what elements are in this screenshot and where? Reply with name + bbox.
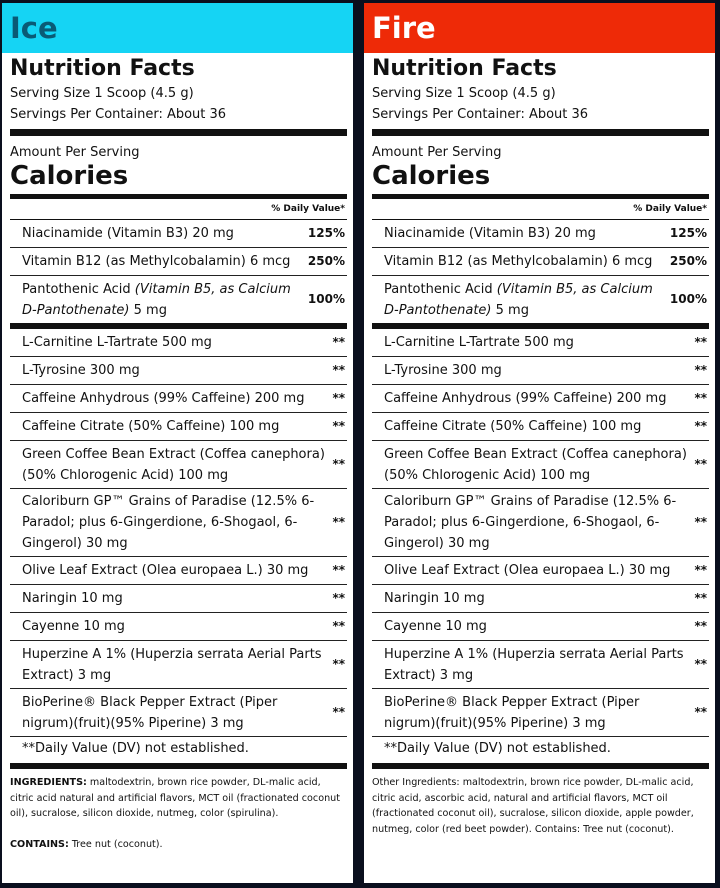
ingredient-name: Green Coffee Bean Extract (Coffea canephora) (50% Chlorogenic Acid) 100 mg [384,446,687,483]
ingredient-dv: ** [694,657,707,671]
vitamin-name: Pantothenic Acid (Vitamin B5, as Calcium D-Pantothenate) 5 mg [384,281,653,318]
ingredient-row [372,329,709,357]
ingredient-row [372,585,709,613]
serving-size: Serving Size 1 Scoop (4.5 g) [10,86,194,101]
vitamin-row [372,276,709,323]
ingredient-name: Caloriburn GP™ Grains of Paradise (12.5% 6-Paradol; plus 6-Gingerdione, 6-Shogaol, 6-Gingerol) 30 mg [22,494,315,551]
ingredient-dv: ** [332,705,345,719]
ingredient-row [372,385,709,413]
ingredient-name: Huperzine A 1% (Huperzia serrata Aerial Parts Extract) 3 mg [22,646,322,683]
ingredient-dv: ** [694,391,707,405]
ingredient-name: L-Carnitine L-Tartrate 500 mg [22,335,212,350]
ingredient-row [372,689,709,737]
ingredients-text: Other Ingredients: maltodextrin, brown rice powder, DL-malic acid, citric acid, ascorbic acid, natural and artificial flavors, MCT oil (fractionated coconut oil), sucralose, silicon dioxide, apple powder, nutmeg, color (red beet powder). Contains: Tree nut (coconut). [372,777,694,835]
contains-text: CONTAINS: Tree nut (coconut). [10,838,163,850]
ingredient-name: Caffeine Citrate (50% Caffeine) 100 mg [384,419,642,434]
ingredient-name: Olive Leaf Extract (Olea europaea L.) 30 mg [22,563,309,578]
ingredient-row [10,357,347,385]
ingredient-dv: ** [694,335,707,349]
ingredients-label: INGREDIENTS: [10,777,87,788]
ingredient-row [10,329,347,357]
vitamin-name: Vitamin B12 (as Methylcobalamin) 6 mcg [22,254,291,269]
ingredient-row [10,413,347,441]
dv-footnote: **Daily Value (DV) not established. [384,741,611,756]
calories-label: Calories [10,161,129,191]
ingredient-name: BioPerine® Black Pepper Extract (Piper nigrum)(fruit)(95% Piperine) 3 mg [384,694,640,731]
vitamin-row [372,248,709,276]
vitamin-dv: 100% [307,292,345,306]
ingredient-row [10,557,347,585]
ingredients-text: INGREDIENTS: maltodextrin, brown rice powder, DL-malic acid, citric acid natural and artificial flavors, MCT oil (fractionated coconut oil), sucralose, silicon dioxide, nutmeg, color (spirulina). [10,777,340,819]
vitamin-row [10,276,347,323]
ingredient-name: Cayenne 10 mg [22,619,125,634]
nutrition-facts-title: Nutrition Facts [10,56,195,81]
ingredient-dv: ** [694,515,707,529]
ingredient-dv: ** [332,563,345,577]
ingredient-dv: ** [332,515,345,529]
ingredient-name: L-Carnitine L-Tartrate 500 mg [384,335,574,350]
ingredient-name: L-Tyrosine 300 mg [22,363,140,378]
ingredient-row [10,441,347,489]
vitamin-dv: 250% [307,254,345,268]
vitamin-dv: 100% [669,292,707,306]
ingredient-row [372,441,709,489]
ingredient-dv: ** [694,363,707,377]
ingredient-name: Cayenne 10 mg [384,619,487,634]
panel-header-ice: Ice [2,3,353,53]
calories-label: Calories [372,161,491,191]
contains-label: CONTAINS: [10,838,69,850]
ingredient-dv: ** [694,591,707,605]
daily-value-header: % Daily Value* [10,199,347,220]
vitamin-name: Niacinamide (Vitamin B3) 20 mg [384,226,596,241]
ingredient-row [372,613,709,641]
ingredient-name: Naringin 10 mg [384,591,485,606]
ingredient-dv: ** [332,419,345,433]
ingredient-name: Naringin 10 mg [22,591,123,606]
ingredient-row [10,585,347,613]
ingredient-name: BioPerine® Black Pepper Extract (Piper nigrum)(fruit)(95% Piperine) 3 mg [22,694,278,731]
ingredient-name: Caffeine Anhydrous (99% Caffeine) 200 mg [384,391,667,406]
ingredient-dv: ** [332,657,345,671]
vitamin-row [372,220,709,248]
panel-header-fire: Fire [364,3,715,53]
ingredient-row [10,489,347,557]
ingredient-row [372,489,709,557]
ingredient-name: Caloriburn GP™ Grains of Paradise (12.5% 6-Paradol; plus 6-Gingerdione, 6-Shogaol, 6-Gingerol) 30 mg [384,494,677,551]
ingredient-row [10,385,347,413]
vitamin-row [10,220,347,248]
ingredient-name: Huperzine A 1% (Huperzia serrata Aerial Parts Extract) 3 mg [384,646,684,683]
ingredient-name: Olive Leaf Extract (Olea europaea L.) 30 mg [384,563,671,578]
ingredient-name: L-Tyrosine 300 mg [384,363,502,378]
vitamin-row [10,248,347,276]
ingredient-dv: ** [694,705,707,719]
amount-per-serving: Amount Per Serving [10,145,140,160]
ingredient-dv: ** [332,335,345,349]
divider-thick [10,129,347,136]
panel-ice [2,3,353,883]
daily-value-header: % Daily Value* [372,199,709,220]
ingredient-dv: ** [332,391,345,405]
vitamin-name: Vitamin B12 (as Methylcobalamin) 6 mcg [384,254,653,269]
dv-footnote: **Daily Value (DV) not established. [22,741,249,756]
ingredient-dv: ** [694,457,707,471]
vitamin-dv: 125% [307,226,345,240]
panel-fire [364,3,715,883]
ingredient-dv: ** [332,591,345,605]
ingredient-name: Caffeine Anhydrous (99% Caffeine) 200 mg [22,391,305,406]
ingredient-row [10,689,347,737]
servings-per-container: Servings Per Container: About 36 [372,107,589,122]
ingredient-dv: ** [694,419,707,433]
ingredient-row [372,641,709,689]
ingredient-name: Caffeine Citrate (50% Caffeine) 100 mg [22,419,280,434]
servings-per-container: Servings Per Container: About 36 [10,107,227,122]
ingredient-row [372,557,709,585]
ingredient-row [372,357,709,385]
serving-size: Serving Size 1 Scoop (4.5 g) [372,86,556,101]
ingredient-name: Green Coffee Bean Extract (Coffea canephora) (50% Chlorogenic Acid) 100 mg [22,446,325,483]
vitamin-dv: 250% [669,254,707,268]
ingredient-row [372,413,709,441]
vitamin-dv: 125% [669,226,707,240]
vitamin-name: Niacinamide (Vitamin B3) 20 mg [22,226,234,241]
ingredient-row [10,641,347,689]
ingredient-dv: ** [332,619,345,633]
ingredient-dv: ** [694,563,707,577]
ingredient-dv: ** [332,363,345,377]
ingredient-dv: ** [332,457,345,471]
vitamin-name: Pantothenic Acid (Vitamin B5, as Calcium D-Pantothenate) 5 mg [22,281,291,318]
amount-per-serving: Amount Per Serving [372,145,502,160]
divider-thick [372,129,709,136]
ingredient-dv: ** [694,619,707,633]
nutrition-facts-title: Nutrition Facts [372,56,557,81]
ingredient-row [10,613,347,641]
